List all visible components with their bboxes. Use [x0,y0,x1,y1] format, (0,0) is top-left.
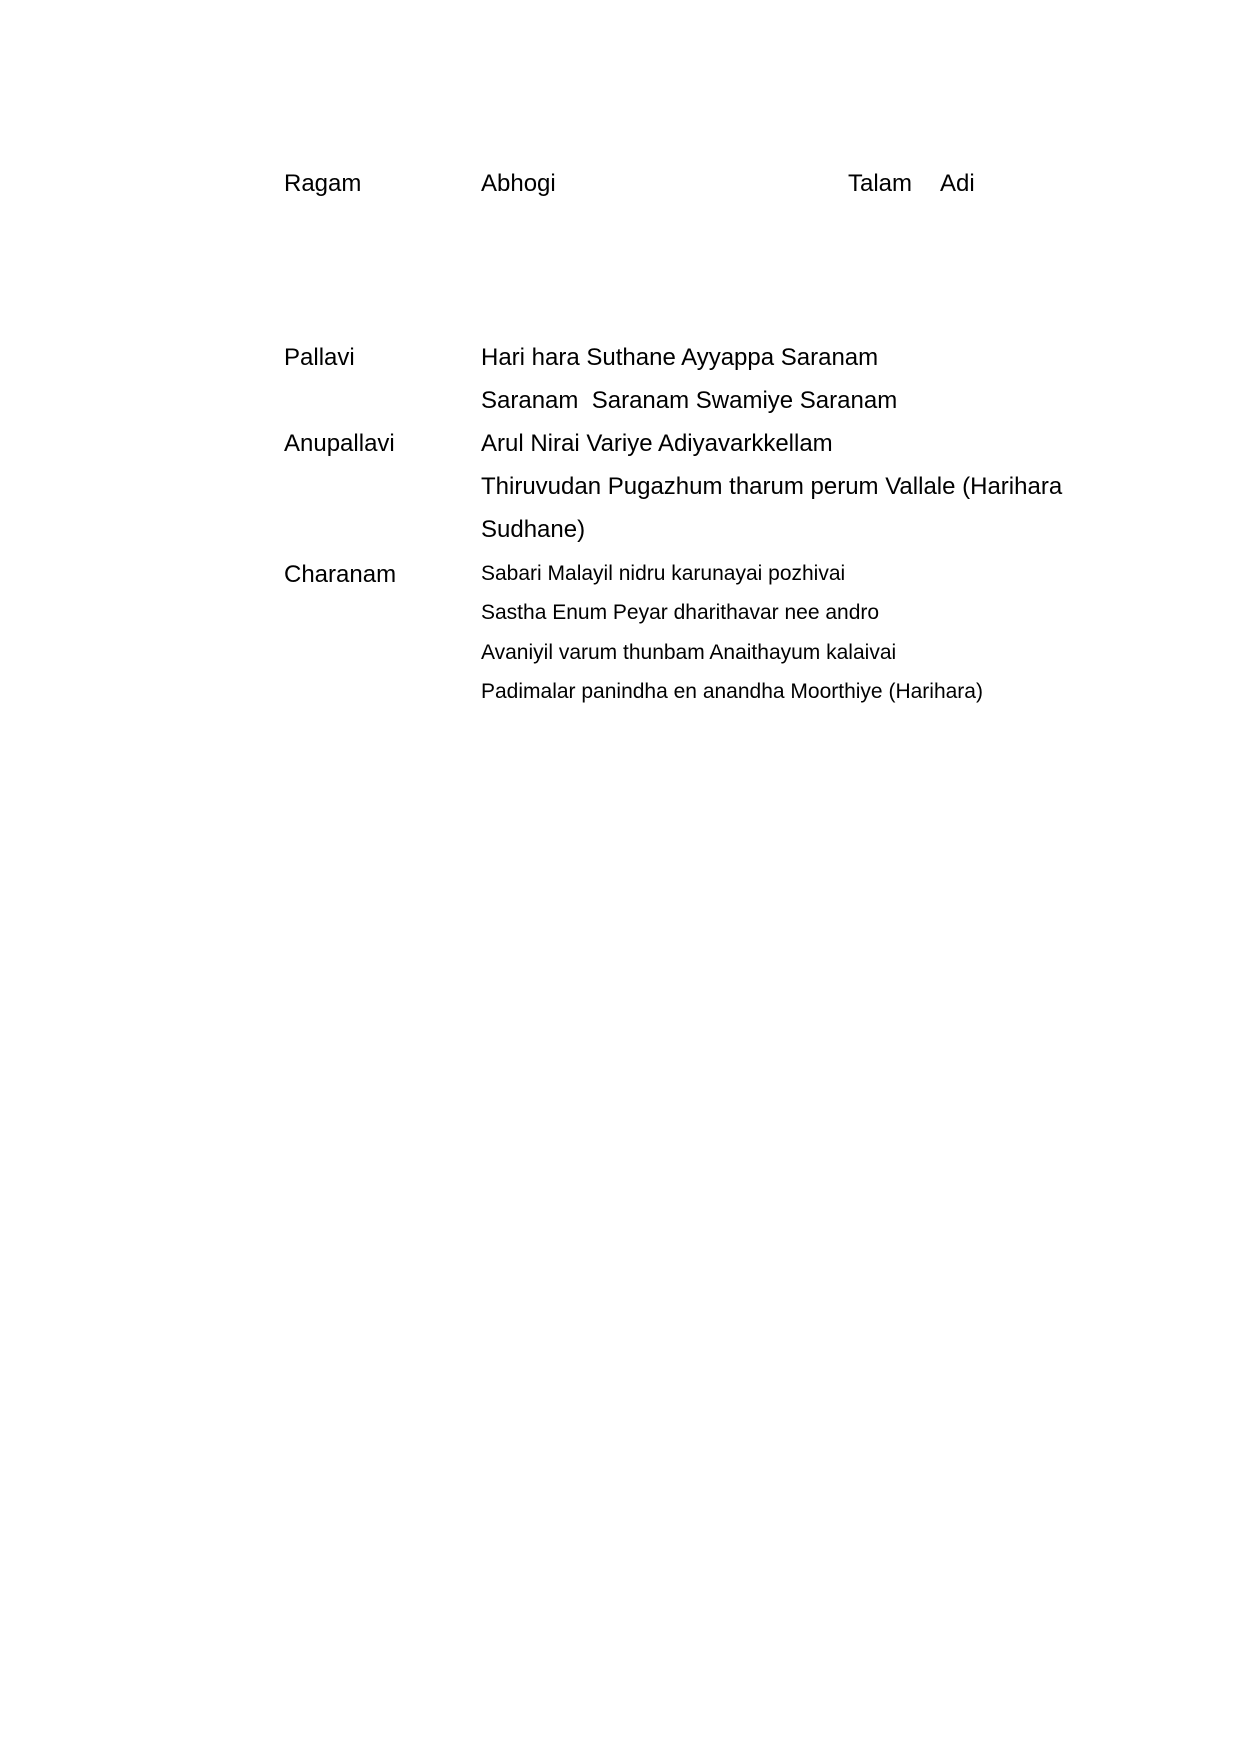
pallavi-line-2: Saranam Saranam Swamiye Saranam [481,387,898,414]
charanam-line-4: Padimalar panindha en anandha Moorthiye (Harihara) [481,680,983,703]
anupallavi-line-2: Thiruvudan Pugazhum tharum perum Vallale (Harihara [481,473,1063,500]
anupallavi-label: Anupallavi [284,430,395,457]
charanam-line-2: Sastha Enum Peyar dharithavar nee andro [481,601,880,624]
ragam-value: Abhogi [481,170,556,197]
pallavi-label: Pallavi [284,344,355,371]
anupallavi-line-1: Arul Nirai Variye Adiyavarkkellam [481,430,833,457]
pallavi-line-1: Hari hara Suthane Ayyappa Saranam [481,344,879,371]
talam-label: Talam [848,170,913,197]
talam-value: Adi [940,170,975,197]
charanam-label: Charanam [284,561,397,588]
charanam-line-1: Sabari Malayil nidru karunayai pozhivai [481,562,846,585]
ragam-label: Ragam [284,170,362,197]
anupallavi-line-3: Sudhane) [481,516,586,543]
charanam-line-3: Avaniyil varum thunbam Anaithayum kalaivai [481,641,897,664]
